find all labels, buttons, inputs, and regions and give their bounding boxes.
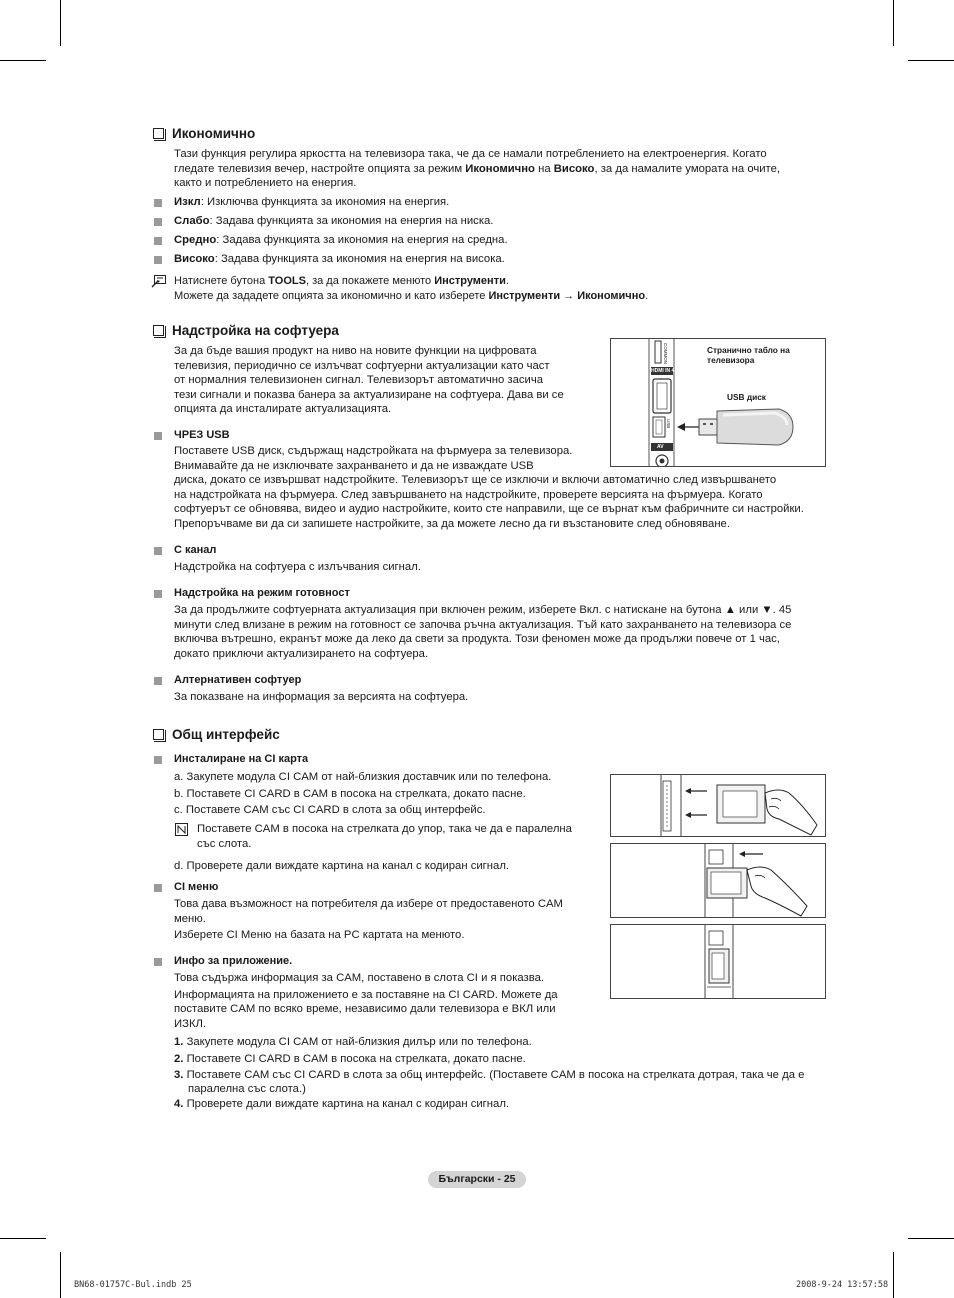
eco-note <box>174 274 648 303</box>
crop-mark <box>0 1238 46 1239</box>
section-title: Икономично <box>172 126 256 141</box>
eco-description <box>174 147 780 191</box>
bullet-icon <box>154 432 162 440</box>
crop-mark <box>60 0 61 46</box>
standby-title: Надстройка на режим готовност <box>174 587 350 599</box>
bullet-icon <box>154 958 162 966</box>
section-title: Общ интерфейс <box>172 727 280 742</box>
list-item-continuation: паралелна със слота.) <box>188 1083 306 1095</box>
channel-description: Надстройка на софтуера с излъчвания сигнал. <box>174 561 421 573</box>
footer-timestamp: 2008-9-24 13:57:58 <box>796 1280 889 1290</box>
eco-desc-line: гледате телевизия вечер, настройте опцията за режим Икономично на Високо, за да намалите умората на очите, <box>174 162 781 175</box>
ci-app-title: Инфо за приложение. <box>174 955 293 967</box>
bullet-icon <box>154 256 162 264</box>
standby-description: За да продължите софтуерната актуализация при включен режим, изберете Вкл. с натискане на бутона ▲ или ▼. 45 минути след влизане в режим на готовност се започва ръчна актуализация. Тъй като захранването на телевизора се включва вътрешно, екранът може да леко да свети за продукта. Този феномен може да продължи повече от 1 час, докато приключи актуализирането на софтуера. <box>174 604 792 660</box>
channel-title: С канал <box>174 544 217 556</box>
list-item: 2. Поставете CI CARD в CAM в посока на стрелката, докато пасне. <box>174 1053 526 1065</box>
ci-figure-insert-cam <box>610 843 826 918</box>
section-title: Надстройка на софтуера <box>172 323 339 338</box>
alt-software-title: Алтернативен софтуер <box>174 674 302 686</box>
bullet-icon <box>154 756 162 764</box>
ci-install-note: Поставете CAM в посока на стрелката до упор, така че да е паралелна със слота. <box>197 823 572 850</box>
port-label: HDMI IN 4 <box>651 368 675 374</box>
page-number-badge: Български - 25 <box>428 1171 526 1188</box>
ci-install-title: Инсталиране на CI карта <box>174 753 309 765</box>
ci-menu-title: CI меню <box>174 881 219 893</box>
ci-figure-inserted <box>610 924 826 999</box>
ci-install-steps: a. Закупете модула CI CAM от най-близкия доставчик или по телефона. b. Поставете CI CARD в CAM в посока на стрелката, докато пасне. c. Поставете CAM със CI CARD в слота за общ интерфейс. <box>174 771 552 816</box>
panel-label: Странично табло на телевизора <box>707 345 790 365</box>
eco-desc-line: Тази функция регулира яркостта на телевизора така, че да се намали потреблението на електроенергия. Когато <box>174 148 767 160</box>
bullet-icon <box>154 199 162 207</box>
crop-mark <box>893 1252 894 1298</box>
note-line: Можете да зададете опцията за икономично и като изберете Инструменти → Икономично. <box>174 289 649 302</box>
bullet-icon <box>154 547 162 555</box>
list-item: Изкл: Изключва функцията за икономия на енергия. <box>174 196 450 208</box>
ci-menu-description: Това дава възможност на потребителя да избере от предоставеното CAM меню. Изберете CI Меню на базата на PC картата на менюто. <box>174 898 563 942</box>
crop-mark <box>908 1238 954 1239</box>
list-item: 1. Закупете модула CI CAM от най-близкия дилър или по телефона. <box>174 1036 532 1048</box>
eco-desc-line: както и потреблението на енергия. <box>174 177 357 190</box>
port-label: USB <box>666 419 671 429</box>
bullet-icon <box>154 218 162 226</box>
ci-install-step-d: d. Проверете дали виждате картина на канал с кодиран сигнал. <box>174 860 510 872</box>
alt-software-description: За показване на информация за версията на софтуера. <box>174 691 469 703</box>
crop-mark <box>893 0 894 46</box>
list-item: 3. Поставете CAM със CI CARD в слота за общ интерфейс. (Поставете CAM в посока на стрелката дотрая, така че да е <box>174 1069 805 1081</box>
list-item: Високо: Задава функцията за икономия на енергия на висока. <box>174 253 505 265</box>
list-item: Средно: Задава функцията за икономия на енергия на средна. <box>174 234 508 246</box>
section-heading-software <box>153 323 339 338</box>
ci-app-description: Това съдържа информация за CAM, поставено в слота CI и я показва. Информацията на приложението е за поставяне на CI CARD. Можете да поставите CAM по всяко време, независимо дали телевизора е ВКЛ или ИЗКЛ. <box>174 972 558 1030</box>
list-item: 4. Проверете дали виждате картина на канал с кодиран сигнал. <box>174 1098 510 1110</box>
section-heading-eco <box>153 126 255 141</box>
crop-mark <box>908 60 954 61</box>
tools-note-icon <box>151 275 166 288</box>
crop-mark <box>0 60 46 61</box>
bullet-icon <box>154 884 162 892</box>
list-item: Слабо: Задава функцията за икономия на енергия на ниска. <box>174 215 494 227</box>
usb-label: USB диск <box>727 392 766 402</box>
bullet-icon <box>154 677 162 685</box>
usb-title: ЧРЕЗ USB <box>174 429 230 441</box>
port-label: COMMON <box>663 343 668 364</box>
software-description: За да бъде вашия продукт на ниво на новите функции на цифровата телевизия, периодично се излъчват софтуерни актуализации като част от нормалния телевизионен сигнал. Телевизорът автоматично засича тези сигнали и показва банера за актуализиране на софтуера. Дава ви се опцията да инсталирате актуализацията. <box>174 345 564 416</box>
note-icon <box>175 823 188 836</box>
note-line: Натиснете бутона TOOLS, за да покажете менюто Инструменти. <box>174 275 509 287</box>
bullet-icon <box>154 237 162 245</box>
bullet-icon <box>154 590 162 598</box>
section-heading-ci <box>153 727 280 742</box>
crop-mark <box>60 1252 61 1298</box>
footer-file-info: BN68-01757C-Bul.indb 25 <box>74 1280 192 1290</box>
checkbox-icon <box>153 729 164 740</box>
ci-app-steps <box>174 1034 804 1113</box>
checkbox-icon <box>153 128 164 139</box>
port-label: AV <box>657 444 664 450</box>
usb-description: Поставете USB диск, съдържащ надстройката на фърмуера за телевизора. Внимавайте да не изключвате захранването и да не изваждате USB диска, докато се извършват надстройките. Телевизорът ще се изключи и включи автоматично след извършването на надстройката на фърмуера. След завършването на надстройките, проверете версията на фърмуера. Когато софтуерът се обновява, видео и аудио настройките, които сте направили, ще се върнат към фабричните си настройки. Препоръчваме ви да си запишете настройките, за да можете лесно да ги възстановите след обновяване. <box>174 445 804 530</box>
checkbox-icon <box>153 325 164 336</box>
ci-figure-insert-card <box>610 774 826 837</box>
